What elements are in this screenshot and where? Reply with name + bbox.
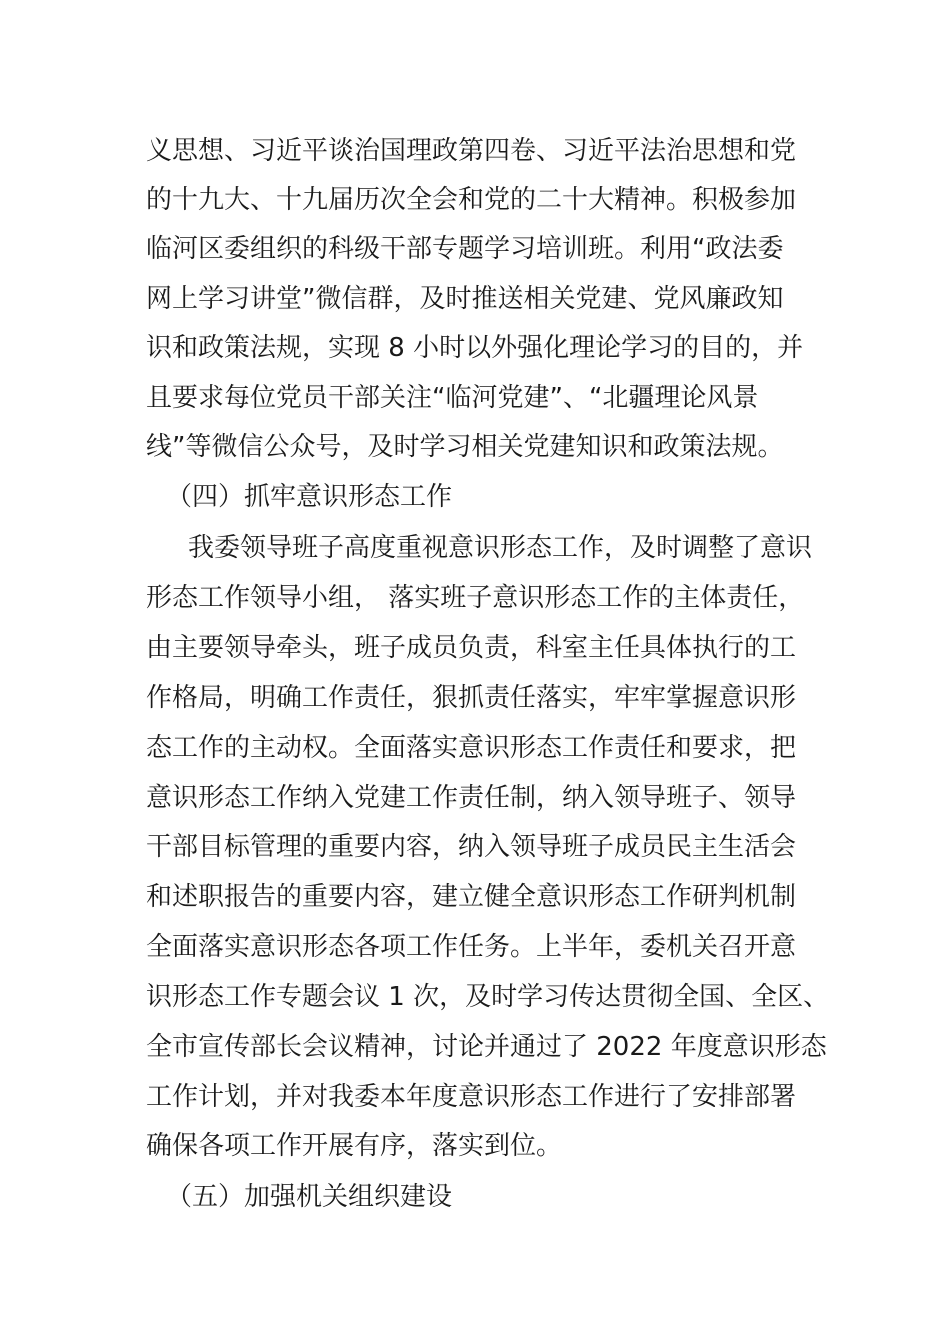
section-heading-4: （四）抓牢意识形态工作: [166, 482, 453, 512]
paragraph-line: 干部目标管理的重要内容，纳入领导班子成员民主生活会: [146, 832, 797, 862]
paragraph-line: 由主要领导牵头，班子成员负责，科室主任具体执行的工: [146, 633, 797, 663]
paragraph-line: 义思想、习近平谈治国理政第四卷、习近平法治思想和党: [146, 136, 797, 166]
paragraph-line: 意识形态工作纳入党建工作责任制，纳入领导班子、领导: [146, 783, 797, 813]
paragraph-first-line: 我委领导班子高度重视意识形态工作，及时调整了意识: [188, 533, 813, 563]
paragraph-line: 态工作的主动权。全面落实意识形态工作责任和要求，把: [146, 733, 797, 763]
paragraph-line: 识形态工作专题会议 1 次，及时学习传达贯彻全国、全区、: [146, 982, 830, 1012]
paragraph-line: 线”等微信公众号，及时学习相关党建知识和政策法规。: [146, 432, 784, 462]
paragraph-line: 临河区委组织的科级干部专题学习培训班。利用“政法委: [146, 234, 784, 264]
paragraph-line: 形态工作领导小组， 落实班子意识形态工作的主体责任，: [146, 583, 805, 613]
paragraph-line: 工作计划，并对我委本年度意识形态工作进行了安排部署: [146, 1082, 797, 1112]
paragraph-line: 且要求每位党员干部关注“临河党建”、“北疆理论风景: [146, 383, 759, 413]
paragraph-line: 全市宣传部长会议精神，讨论并通过了 2022 年度意识形态: [146, 1032, 827, 1062]
paragraph-line: 网上学习讲堂”微信群，及时推送相关党建、党风廉政知: [146, 284, 784, 314]
paragraph-line: 确保各项工作开展有序，落实到位。: [146, 1131, 563, 1161]
paragraph-line: 全面落实意识形态各项工作任务。上半年，委机关召开意: [146, 932, 797, 962]
section-heading-5: （五）加强机关组织建设: [166, 1182, 453, 1212]
paragraph-line: 的十九大、十九届历次全会和党的二十大精神。积极参加: [146, 185, 797, 215]
paragraph-line: 识和政策法规，实现 8 小时以外强化理论学习的目的，并: [146, 333, 804, 363]
paragraph-line: 和述职报告的重要内容，建立健全意识形态工作研判机制: [146, 882, 797, 912]
paragraph-line: 作格局，明确工作责任，狠抓责任落实，牢牢掌握意识形: [146, 683, 797, 713]
